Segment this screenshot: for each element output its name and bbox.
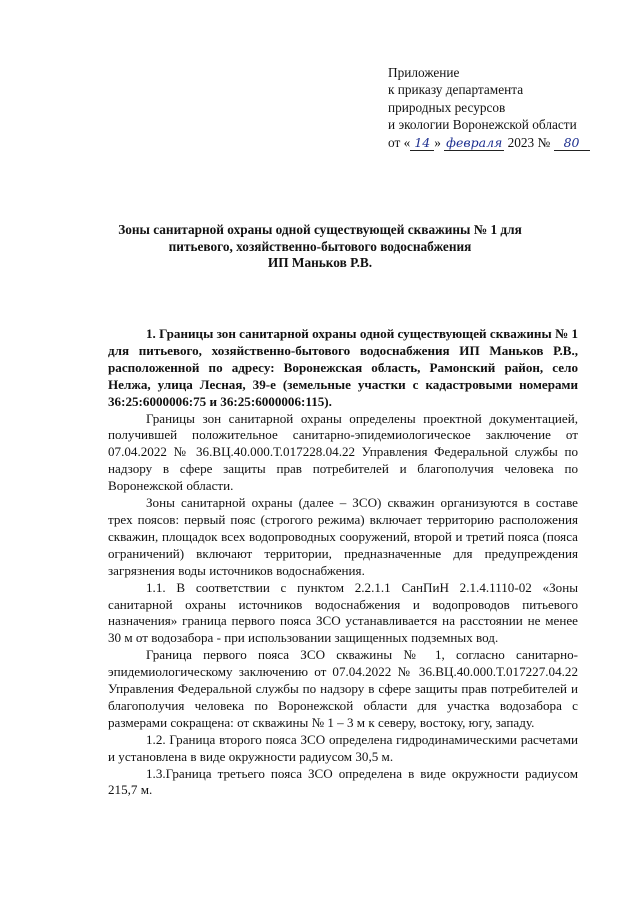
- title-line-1: Зоны санитарной охраны одной существующей скважины № 1 для: [118, 222, 522, 237]
- appendix-date-line: [388, 134, 590, 151]
- document-body: [108, 326, 578, 799]
- date-mid: »: [434, 134, 441, 150]
- handwritten-day: 14: [410, 136, 434, 151]
- date-year: 2023 №: [507, 134, 551, 150]
- appendix-order-line: к приказу департамента: [388, 82, 524, 98]
- paragraph-zones: Зоны санитарной охраны (далее – ЗСО) скважин организуются в составе трех поясов: первый пояс (строгого режима) включает территорию расположения скважин, площадок всех водопроводных сооружений, второй и третий пояса (пояса ограничений) включают территории, предназначенные для предупреждения загрязнения воды источников водоснабжения.: [108, 495, 578, 578]
- handwritten-number: 80: [554, 136, 590, 151]
- paragraph-1-2: 1.2. Граница второго пояса ЗСО определена гидродинамическими расчетами и установлена в виде окружности радиусом 30,5 м.: [108, 731, 578, 764]
- paragraph-1-3: 1.3.Граница третьего пояса ЗСО определена в виде окружности радиусом 215,7 м.: [108, 765, 578, 798]
- document-title: [70, 222, 570, 272]
- appendix-region-line: и экологии Воронежской области: [388, 117, 577, 133]
- paragraph-first-belt: Граница первого пояса ЗСО скважины № 1, согласно санитарно-эпидемиологическому заключению от 07.04.2022 № 36.ВЦ.40.000.Т.017227.04.22 Управления Федеральной службы по надзору в сфере защиты прав потребителей и благополучия человека по Воронежской области для участка водозабора с размерами сокращена: от скважины № 1 – 3 м к северу, востоку, югу, западу.: [108, 647, 578, 730]
- section-1-heading: 1. Границы зон санитарной охраны одной существующей скважины № 1 для питьевого, хозяйственно-бытового водоснабжения ИП Маньков Р.В., расположенной по адресу: Воронежская область, Рамонский район, село Нелжа, улица Лесная, 39-е (земельные участки с кадастровыми номерами 36:25:6000006:75 и 36:25:6000006:115).: [108, 326, 578, 409]
- handwritten-month: февраля: [446, 134, 503, 150]
- title-line-3: ИП Маньков Р.В.: [267, 255, 373, 270]
- appendix-header: [388, 64, 590, 151]
- paragraph-1-1: 1.1. В соответствии с пунктом 2.2.1.1 СанПиН 2.1.4.1110-02 «Зоны санитарной охраны источников водоснабжения и водопроводов питьевого назначения» граница первого пояса ЗСО устанавливается на расстоянии не менее 30 м от водозабора - при использовании защищенных подземных вод.: [108, 579, 578, 646]
- title-line-2: питьевого, хозяйственно-бытового водоснабжения: [168, 238, 472, 254]
- appendix-title: Приложение: [388, 65, 460, 80]
- appendix-department-line: природных ресурсов: [388, 99, 506, 115]
- date-prefix: от «: [388, 134, 411, 150]
- paragraph-boundaries: Границы зон санитарной охраны определены проектной документацией, получившей положительное санитарно-эпидемиологическое заключение от 07.04.2022 № 36.ВЦ.40.000.Т.017228.04.22 Управления Федеральной службы по надзору в сфере защиты прав потребителей и благополучия человека по Воронежской области.: [108, 410, 578, 494]
